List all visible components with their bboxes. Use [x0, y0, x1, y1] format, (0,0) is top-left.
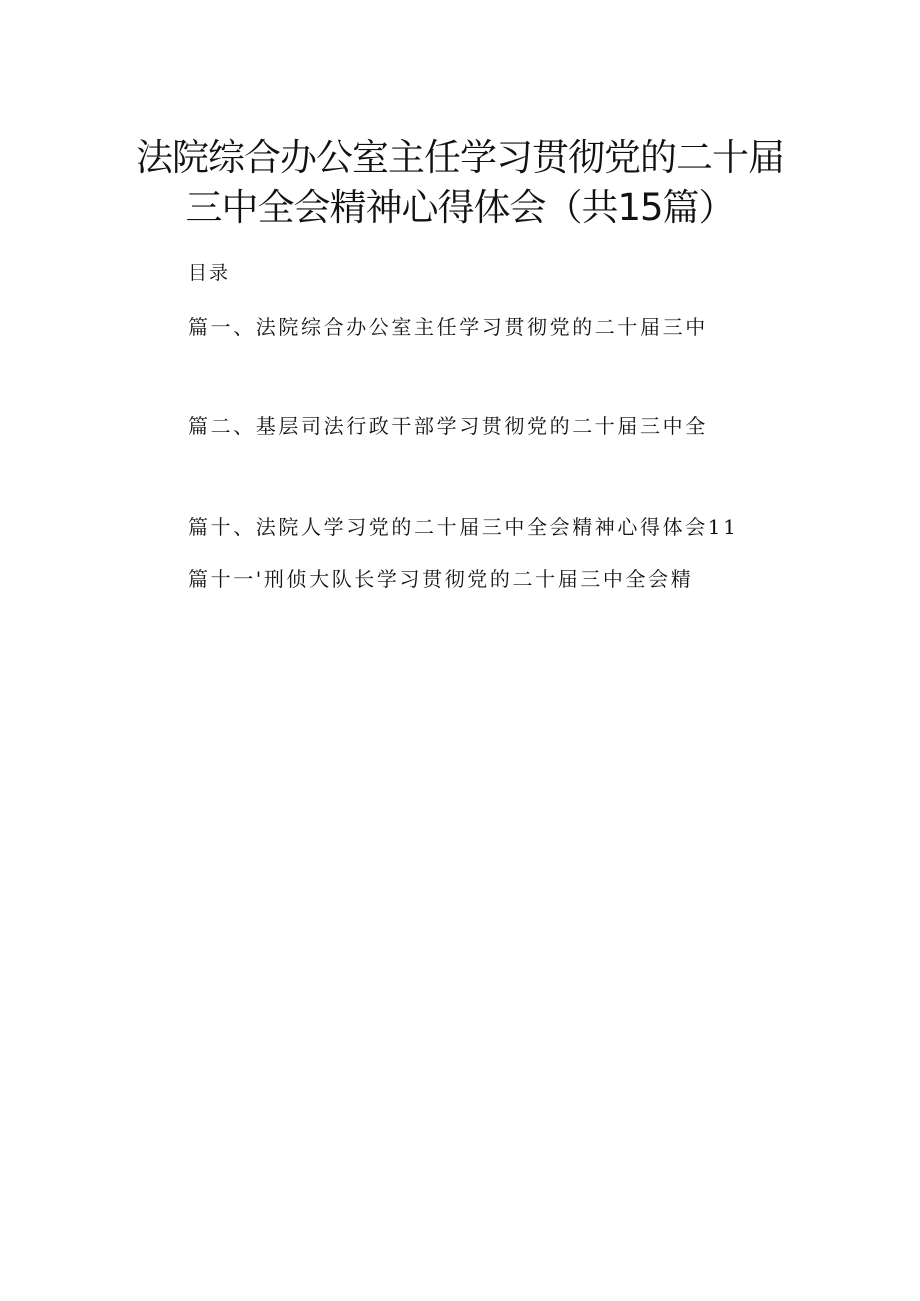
toc-item[interactable]: 篇二、基层司法行政干部学习贯彻党的二十届三中全 — [188, 414, 708, 438]
toc-heading: 目录 — [188, 262, 231, 284]
toc-item[interactable]: 篇十、法院人学习党的二十届三中全会精神心得体会11 — [188, 515, 739, 539]
document-title — [0, 133, 920, 233]
title-line-2: 三中全会精神心得体会（共15篇） — [185, 186, 735, 229]
title-line-1: 法院综合办公室主任学习贯彻党的二十届 — [136, 136, 784, 179]
toc-item[interactable]: 篇一、法院综合办公室主任学习贯彻党的二十届三中 — [188, 315, 708, 339]
toc-item[interactable]: 篇十一'刑侦大队长学习贯彻党的二十届三中全会精 — [188, 567, 694, 591]
